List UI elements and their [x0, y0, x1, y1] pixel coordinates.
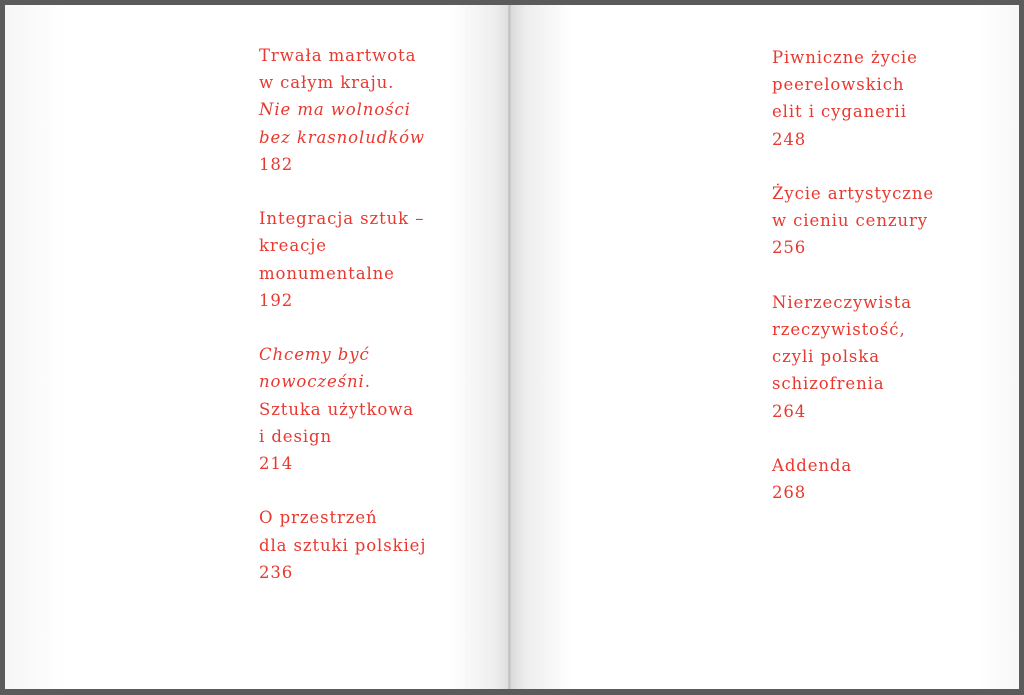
- toc-line: rzeczywistość,: [772, 320, 906, 339]
- toc-line: O przestrzeń: [259, 508, 378, 528]
- page-number: 236: [259, 562, 294, 582]
- toc-entry: [259, 504, 426, 586]
- toc-line: dla sztuki polskiej: [259, 535, 427, 555]
- toc-line: czyli polska: [772, 347, 880, 367]
- toc-line-mixed: [259, 368, 426, 395]
- toc-line: Trwała martwota: [259, 46, 417, 65]
- toc-line: elit i cyganerii: [772, 102, 907, 122]
- page-number: 192: [259, 290, 294, 310]
- toc-line: monumentalne: [259, 263, 395, 283]
- page-number: 182: [259, 154, 294, 174]
- toc-italic-fragment: nowocześni: [259, 372, 365, 392]
- page-number: 268: [772, 483, 807, 503]
- toc-entry: [259, 42, 426, 178]
- left-toc: [259, 42, 426, 613]
- toc-entry: [259, 341, 426, 477]
- right-page: [510, 5, 1019, 689]
- toc-line: kreacje: [259, 236, 327, 256]
- toc-line: Integracja sztuk –: [259, 209, 425, 229]
- toc-line: w cieniu cenzury: [772, 211, 928, 231]
- toc-line: Sztuka użytkowa: [259, 399, 414, 419]
- toc-entry: [259, 205, 426, 314]
- right-toc: [772, 44, 934, 534]
- page-number: 256: [772, 238, 807, 258]
- toc-line: i design: [259, 426, 332, 446]
- toc-line: Addenda: [772, 456, 853, 475]
- toc-period: .: [364, 372, 371, 392]
- page-number: 264: [772, 401, 807, 421]
- book-gutter: [508, 5, 511, 689]
- toc-entry: [772, 289, 934, 425]
- toc-entry: [772, 452, 934, 506]
- left-page: [5, 5, 510, 689]
- toc-line: schizofrenia: [772, 374, 885, 394]
- toc-line-italic: Chcemy być: [259, 345, 370, 365]
- toc-line: Życie artystyczne: [772, 184, 935, 203]
- toc-line: peerelowskich: [772, 75, 905, 95]
- toc-line: w całym kraju.: [259, 73, 395, 93]
- toc-line-italic: Nie ma wolności: [259, 100, 411, 120]
- toc-line: Piwniczne życie: [772, 48, 918, 67]
- toc-entry: [772, 44, 934, 153]
- page-number: 248: [772, 129, 807, 149]
- page-number: 214: [259, 454, 294, 474]
- toc-line: Nierzeczywista: [772, 292, 913, 312]
- toc-entry: [772, 180, 934, 262]
- toc-line-italic: bez krasnoludków: [259, 127, 425, 147]
